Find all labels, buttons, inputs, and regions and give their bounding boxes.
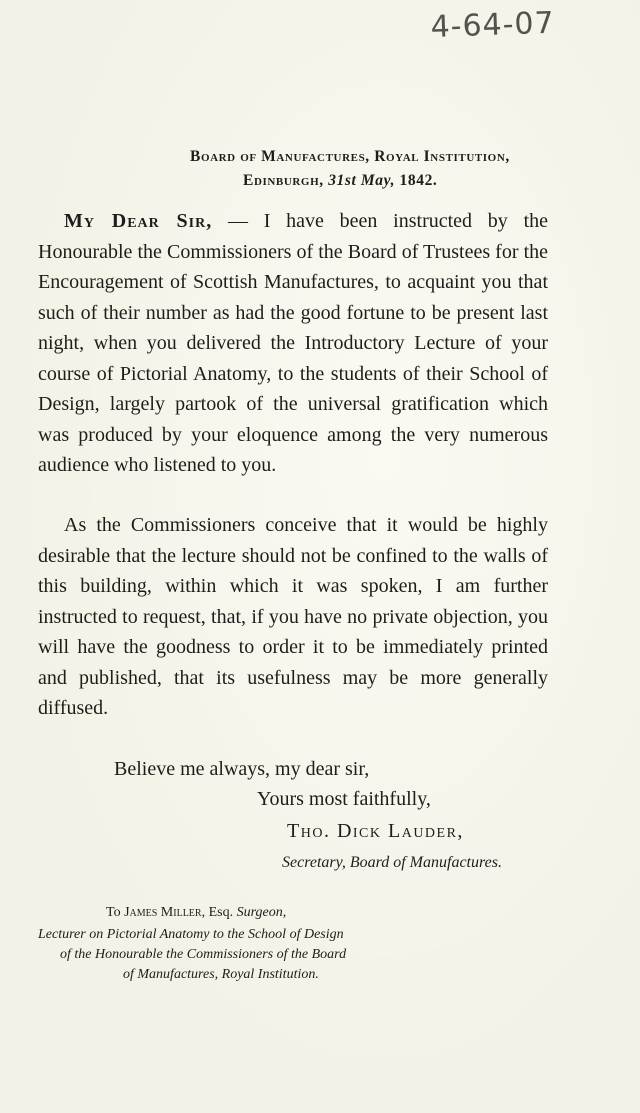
handwritten-shelfmark: 4-64-07 <box>429 5 556 45</box>
address-prefix: To <box>106 905 125 920</box>
letter-paragraph-2: As the Commissioners conceive that it would be highly desirable that the lecture should not be confined to the walls of this building, within which it was spoken, I am further instructed to request, that, if you have no private objection, you will have the goodness to order it to be immediately printed and published, that its usefulness may be more generally diffused. <box>38 514 548 719</box>
closing-line-2: Yours most faithfully, <box>257 788 431 810</box>
paragraph-1-text: — I have been instructed by the Honourable the Commissioners of the Board of Trustees for the Encouragement of Scottish Manufactures, to acquaint you that such of their number as had the good fortune to be present last night, when you delivered the Introductory Lecture of your course of Pictorial Anatomy, to the students of their School of Design, largely partook of the universal gratification which was produced by your eloquence among the very numerous audience who listened to you. <box>38 210 549 476</box>
address-line-4: of Manufactures, Royal Institution. <box>123 967 319 982</box>
letterhead-line-1: Board of Manufactures, Royal Institution, <box>190 148 510 165</box>
letterhead-line-2 <box>243 172 640 190</box>
letterhead-day: 31st <box>328 172 357 189</box>
salutation: My Dear Sir, <box>64 210 213 232</box>
letterhead-month: May, <box>356 172 400 189</box>
address-line-1 <box>106 903 286 923</box>
letter-paragraph-1 <box>38 206 548 481</box>
signature: Tho. Dick Lauder, <box>287 820 464 842</box>
address-line-3: of the Honourable the Commissioners of the Board <box>60 947 347 962</box>
address-surgeon: Surgeon, <box>236 905 287 920</box>
address-line-2: Lecturer on Pictorial Anatomy to the School of Design <box>38 927 344 942</box>
address-esq: , Esq. <box>201 905 237 920</box>
address-name: James Miller <box>124 905 202 920</box>
signatory-title: Secretary, Board of Manufactures. <box>282 854 502 871</box>
letterhead-place: Edinburgh, <box>243 172 329 189</box>
closing-line-1: Believe me always, my dear sir, <box>114 758 370 780</box>
letterhead-year: 1842. <box>399 172 438 189</box>
